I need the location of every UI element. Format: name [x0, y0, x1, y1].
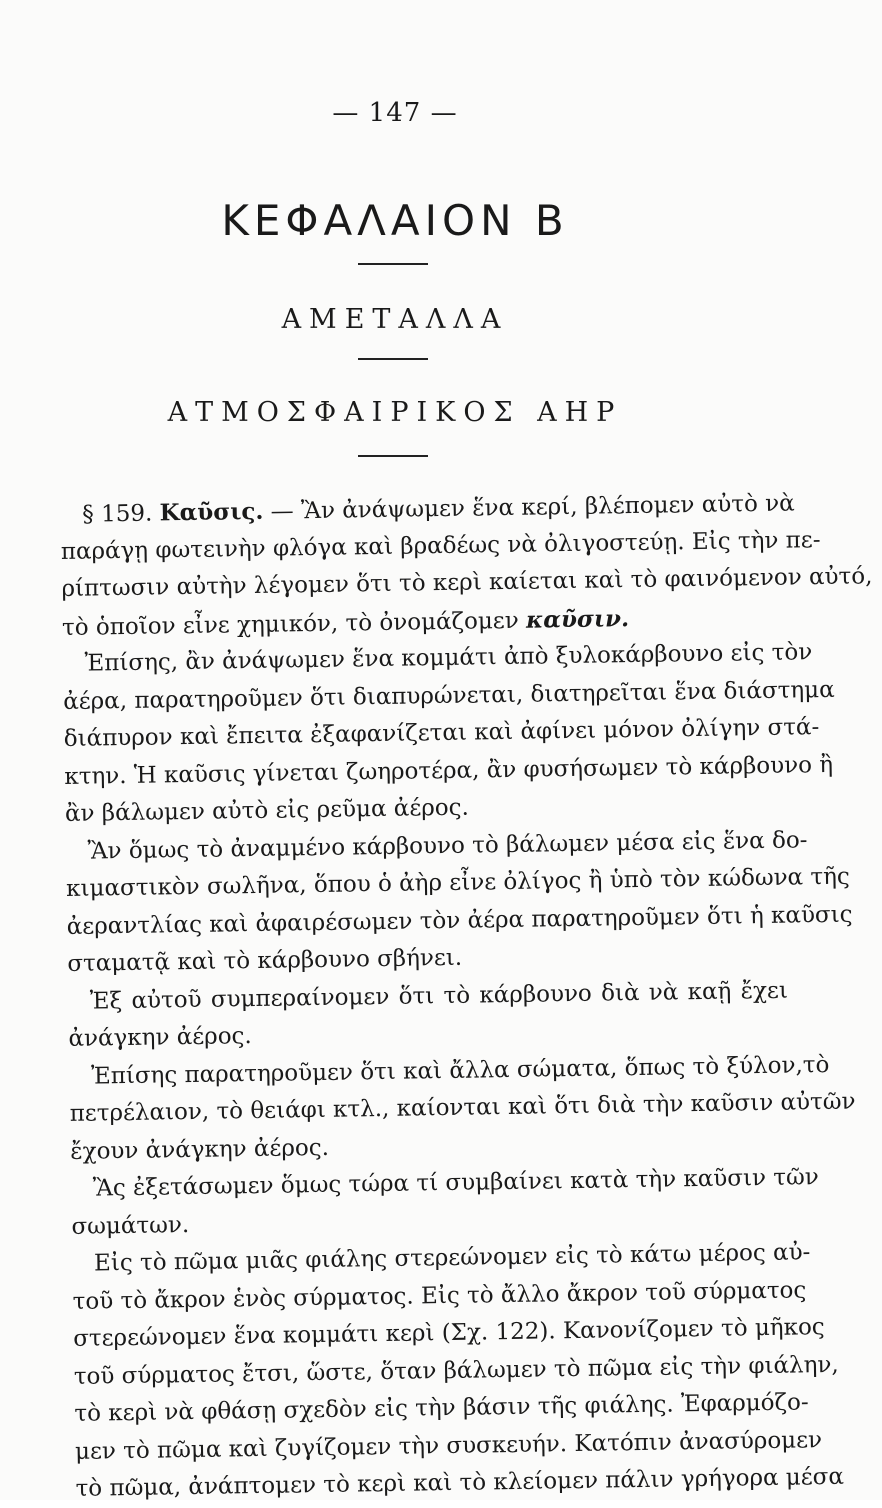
text-line: τὸ κερὶ νὰ φθάσῃ σχεδὸν εἰς τὴν βάσιν τῆς φιάλης. Ἐφαρμόζο- — [74, 1389, 809, 1427]
text-line: κιμαστικὸν σωλῆνα, ὅπου ὁ ἀὴρ εἶνε ὀλίγος ἢ ὑπὸ τὸν κώδωνα τῆς — [65, 863, 850, 902]
chapter-title: ΚΕΦΑΛΑΙΟΝ Β — [221, 196, 569, 245]
text-line: ἂν βάλωμεν αὐτὸ εἰς ρεῦμα ἀέρος. — [64, 794, 470, 827]
page-number: — 147 — — [332, 98, 458, 128]
text-line: τοῦ τὸ ἄκρον ἑνὸς σύρματος. Εἰς τὸ ἄλλο ἄκρον τοῦ σύρματος — [72, 1276, 807, 1315]
text-line: ἀεραντλίας καὶ ἀφαιρέσωμεν τὸν ἀέρα παρατηροῦμεν ὅτι ἡ καῦσις — [66, 901, 853, 940]
text-line: παράγῃ φωτεινὴν φλόγα καὶ βραδέως νὰ ὀλιγοστεύῃ. Εἰς τὴν πε- — [60, 526, 821, 565]
text-line: σωμάτων. — [71, 1211, 190, 1240]
text-line: Ἂν ὅμως τὸ ἀναμμένο κάρβουνο τὸ βάλωμεν μέσα εἰς ἕνα δο- — [87, 826, 808, 865]
text-line: τὸ πῶμα, ἀνάπτομεν τὸ κερὶ καὶ τὸ κλείομεν πάλιν γρήγορα μέσα — [75, 1463, 845, 1502]
text-line: Ἐπίσης, ἂν ἀνάψωμεν ἕνα κομμάτι ἀπὸ ξυλοκάρβουνο εἰς τὸν — [84, 639, 813, 677]
text-line: πετρέλαιον, τὸ θειάφι κτλ., καίονται καὶ ὅτι διὰ τὴν καῦσιν αὐτῶν — [69, 1088, 856, 1127]
text-run: — Ἂν ἀνάψωμεν ἕνα κερί, βλέπομεν αὐτὸ νὰ — [263, 490, 795, 525]
section-heading-nonmetals: ΑΜΕΤΑΛΛΑ — [281, 304, 509, 335]
text-line: ἀέρα, παρατηροῦμεν ὅτι διαπυρώνεται, διατηρεῖται ἕνα διάστημα — [63, 676, 835, 715]
text-line: κτην. Ἡ καῦσις γίνεται ζωηροτέρα, ἂν φυσήσωμεν τὸ κάρβουνο ἢ — [64, 751, 834, 790]
text-line: Εἰς τὸ πῶμα μιᾶς φιάλης στερεώνομεν εἰς τὸ κάτω μέρος αὐ- — [93, 1239, 811, 1277]
text-line: Ἂς ἐξετάσωμεν ὅμως τώρα τί συμβαίνει κατὰ τὴν καῦσιν τῶν — [92, 1164, 819, 1202]
text-line: ἀνάγκην ἀέρος. — [68, 1023, 252, 1052]
divider-rule — [358, 455, 428, 457]
text-line: τοῦ σύρματος ἔτσι, ὥστε, ὅταν βάλωμεν τὸ πῶμα εἰς τὴν φιάλην, — [73, 1351, 839, 1390]
emphasized-term: καῦσιν. — [525, 604, 630, 634]
text-line: Ἐπίσης παρατηροῦμεν ὅτι καὶ ἄλλα σώματα, ὅπως τὸ ξύλον,τὸ — [90, 1051, 830, 1090]
text-line: ρίπτωσιν αὐτὴν λέγομεν ὅτι τὸ κερὶ καίεται καὶ τὸ φαινόμενον αὐτό, — [61, 563, 873, 602]
body-text — [60, 485, 873, 1508]
text-line: Ἐξ αὐτοῦ συμπεραίνομεν ὅτι τὸ κάρβουνο διὰ νὰ καῇ ἔχει — [89, 977, 789, 1015]
section-heading-atmospheric-air: ΑΤΜΟΣΦΑΙΡΙΚΟΣ ΑΗΡ — [167, 397, 623, 428]
text-line: διάπυρον καὶ ἔπειτα ἐξαφανίζεται καὶ ἀφίνει μόνον ὀλίγην στά- — [63, 714, 820, 752]
divider-rule — [358, 358, 428, 360]
text-line: σταματᾷ καὶ τὸ κάρβουνο σβήνει. — [67, 944, 463, 977]
text-line: μεν τὸ πῶμα καὶ ζυγίζομεν τὴν συσκευήν. Κατόπιν ἀνασύρομεν — [74, 1426, 823, 1465]
divider-rule — [358, 263, 428, 265]
text-run: τὸ ὁποῖον εἶνε χημικόν, τὸ ὀνομάζομεν — [61, 607, 519, 641]
section-number: § 159. — [82, 500, 153, 528]
paragraph-term: Καῦσις. — [159, 497, 264, 527]
text-line: ἔχουν ἀνάγκην ἀέρος. — [70, 1134, 330, 1165]
text-line: στερεώνομεν ἕνα κομμάτι κερὶ (Σχ. 122). Κανονίζομεν τὸ μῆκος — [73, 1314, 825, 1352]
